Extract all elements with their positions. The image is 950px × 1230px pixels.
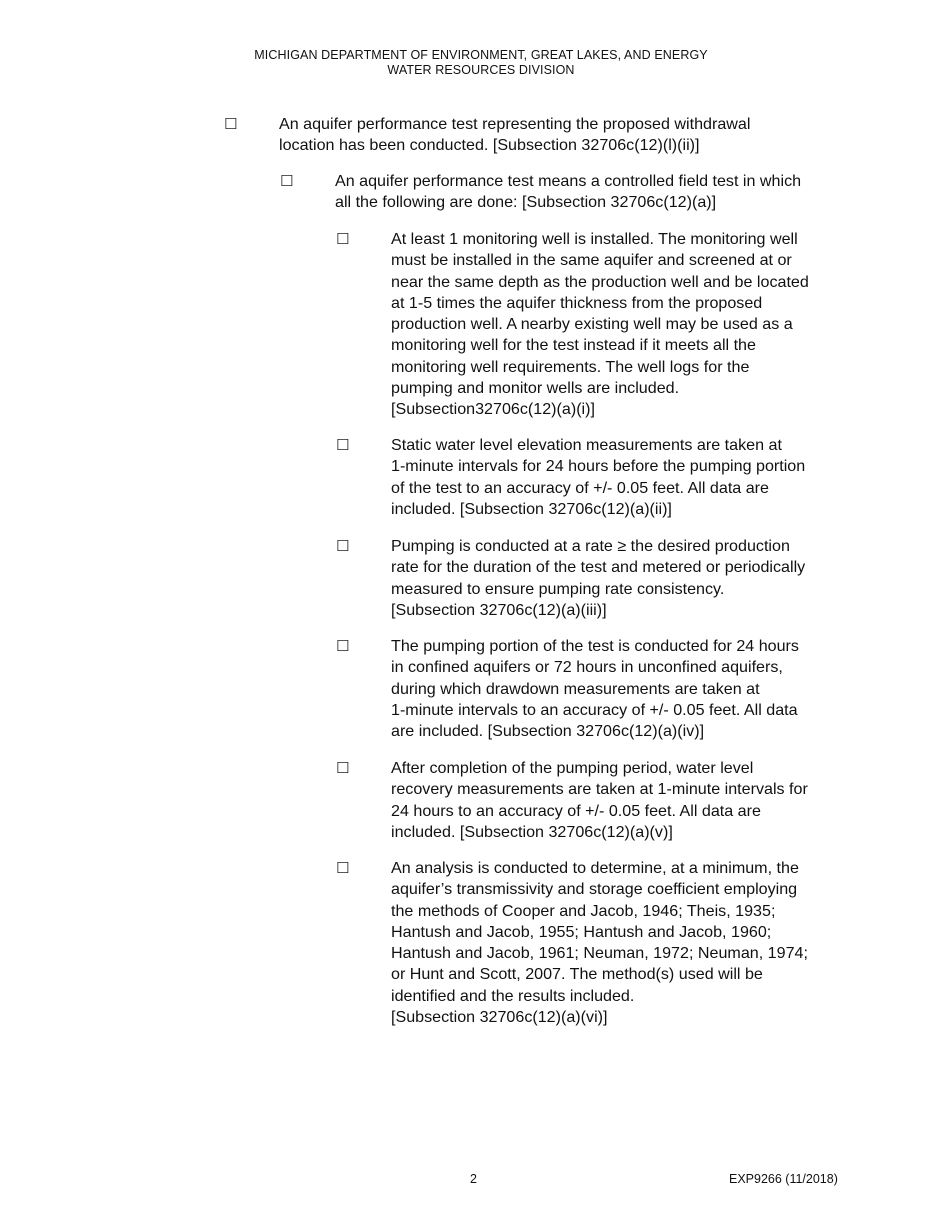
document-header <box>0 48 950 78</box>
checklist-item-text: Pumping is conducted at a rate ≥ the desired production rate for the duration of the test and metered or periodically measured to ensure pumping rate consistency. [Subsection 32706c(12)(a)(iii)] <box>391 537 806 619</box>
header-agency: MICHIGAN DEPARTMENT OF ENVIRONMENT, GREAT LAKES, AND ENERGY <box>254 48 708 62</box>
checkbox[interactable]: ☐ <box>336 537 350 555</box>
checklist-item-text: The pumping portion of the test is conducted for 24 hours in confined aquifers or 72 hours in unconfined aquifers, during which drawdown measurements are taken at 1-minute intervals to an accuracy of +/- 0.05 feet. All data are included. [Subsection 32706c(12)(a)(iv)] <box>391 637 799 741</box>
checkbox[interactable]: ☐ <box>336 859 350 877</box>
checklist-item-text: An aquifer performance test means a controlled field test in which all the following are done: [Subsection 32706c(12)(a)] <box>335 172 802 212</box>
page-number: 2 <box>470 1172 477 1186</box>
checklist-item-text: After completion of the pumping period, water level recovery measurements are taken at 1-minute intervals for 24 hours to an accuracy of +/- 0.05 feet. All data are included. [Subsection 32706c(12)(a)(v)] <box>391 759 808 841</box>
header-division: WATER RESOURCES DIVISION <box>387 63 575 77</box>
checklist-item-text: An aquifer performance test representing the proposed withdrawal location has been conducted. [Subsection 32706c(12)(l)(ii)] <box>279 115 751 155</box>
checkbox[interactable]: ☐ <box>336 436 350 454</box>
checkbox[interactable]: ☐ <box>336 230 350 248</box>
checklist-item-text: At least 1 monitoring well is installed. The monitoring well must be installed in the same aquifer and screened at or near the same depth as the production well and be located at 1-5 times the aquifer thickness from the proposed production well. A nearby existing well may be used as a monitoring well for the test instead if it meets all the monitoring well requirements. The well logs for the pumping and monitor wells are included. [Subsection32706c(12)(a)(i)] <box>391 230 809 419</box>
checklist-item-text: Static water level elevation measurements are taken at 1-minute intervals for 24 hours before the pumping portion of the test to an accuracy of +/- 0.05 feet. All data are included. [Subsection 32706c(12)(a)(ii)] <box>391 436 806 518</box>
checkbox[interactable]: ☐ <box>336 637 350 655</box>
checklist-item-text: An analysis is conducted to determine, at a minimum, the aquifer’s transmissivity and storage coefficient employing the methods of Cooper and Jacob, 1946; Theis, 1935; Hantush and Jacob, 1955; Hantush and Jacob, 1960; Hantush and Jacob, 1961; Neuman, 1972; Neuman, 1974; or Hunt and Scott, 2007. The method(s) used will be identified and the results included. [Subsection 32706c(12)(a)(vi)] <box>391 859 808 1027</box>
checkbox[interactable]: ☐ <box>280 172 294 190</box>
checkbox[interactable]: ☐ <box>224 115 238 133</box>
checkbox[interactable]: ☐ <box>336 759 350 777</box>
form-id: EXP9266 (11/2018) <box>729 1172 838 1186</box>
